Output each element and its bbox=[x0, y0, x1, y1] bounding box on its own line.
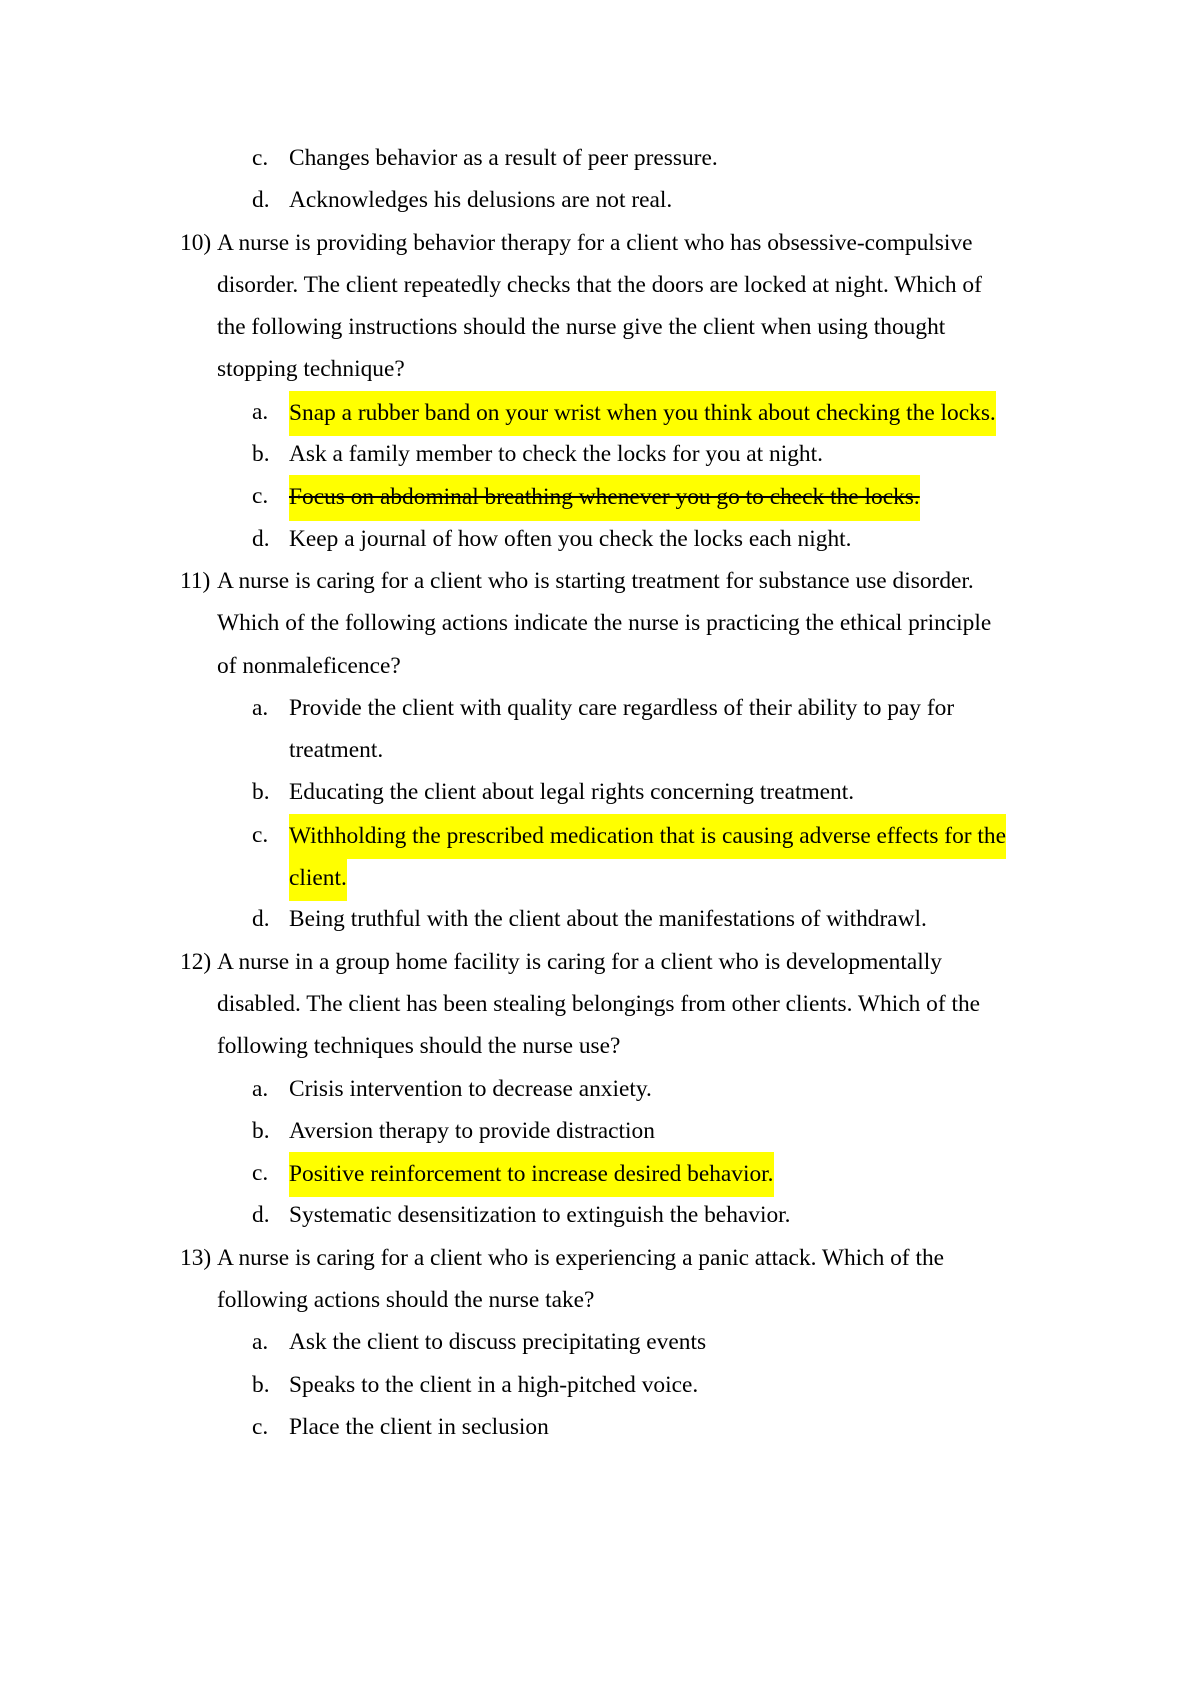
struck-highlighted-option: Focus on abdominal breathing whenever you go to check the locks. bbox=[289, 475, 920, 520]
question-number: 10) bbox=[180, 229, 212, 256]
highlighted-answer: client. bbox=[289, 856, 347, 901]
option-row bbox=[0, 1406, 1191, 1448]
option-text: Systematic desensitization to extinguish the behavior. bbox=[289, 1202, 791, 1229]
option-row bbox=[0, 771, 1191, 813]
question-stem-line bbox=[0, 602, 1191, 644]
option-letter: a. bbox=[252, 398, 269, 425]
option-row bbox=[0, 179, 1191, 221]
question-stem-line bbox=[0, 941, 1191, 983]
option-row bbox=[0, 1068, 1191, 1110]
option-row bbox=[0, 687, 1191, 729]
option-letter: b. bbox=[252, 1371, 270, 1398]
option-text: Place the client in seclusion bbox=[289, 1413, 549, 1440]
question-text: Which of the following actions indicate the nurse is practicing the ethical principle bbox=[217, 610, 992, 637]
question-number: 13) bbox=[180, 1244, 212, 1271]
question-text: disorder. The client repeatedly checks that the doors are locked at night. Which of bbox=[217, 271, 982, 298]
option-letter: c. bbox=[252, 145, 269, 171]
option-letter: b. bbox=[252, 779, 270, 806]
option-letter: c. bbox=[252, 1413, 269, 1440]
option-row bbox=[0, 1110, 1191, 1152]
question-text: A nurse is providing behavior therapy for a client who has obsessive-compulsive bbox=[217, 229, 973, 256]
option-text: Aversion therapy to provide distraction bbox=[289, 1117, 655, 1144]
option-text: treatment. bbox=[289, 737, 384, 764]
question-text: A nurse is caring for a client who is experiencing a panic attack. Which of the bbox=[217, 1244, 945, 1271]
question-stem-line bbox=[0, 560, 1191, 602]
option-row bbox=[0, 391, 1191, 433]
question-stem-line bbox=[0, 306, 1191, 348]
option-continuation-row bbox=[0, 729, 1191, 771]
option-text: Changes behavior as a result of peer pressure. bbox=[289, 145, 718, 171]
question-text: A nurse in a group home facility is caring for a client who is developmentally bbox=[217, 948, 942, 975]
option-letter: d. bbox=[252, 187, 270, 214]
option-row bbox=[0, 814, 1191, 856]
option-continuation-row bbox=[0, 856, 1191, 898]
highlighted-answer: Withholding the prescribed medication that is causing adverse effects for the bbox=[289, 814, 1006, 859]
option-letter: c. bbox=[252, 483, 269, 510]
option-text: Speaks to the client in a high-pitched voice. bbox=[289, 1371, 699, 1398]
option-row bbox=[0, 898, 1191, 940]
option-row bbox=[0, 137, 1191, 179]
option-row bbox=[0, 433, 1191, 475]
question-stem-line bbox=[0, 983, 1191, 1025]
question-stem-line bbox=[0, 1025, 1191, 1067]
question-text: of nonmaleficence? bbox=[217, 652, 401, 679]
option-text: Educating the client about legal rights concerning treatment. bbox=[289, 779, 855, 806]
question-text: A nurse is caring for a client who is starting treatment for substance use disorder. bbox=[217, 567, 974, 594]
option-text: Acknowledges his delusions are not real. bbox=[289, 187, 673, 214]
option-letter: d. bbox=[252, 1202, 270, 1229]
question-stem-line bbox=[0, 222, 1191, 264]
option-text: Ask a family member to check the locks for you at night. bbox=[289, 441, 823, 468]
option-letter: d. bbox=[252, 906, 270, 933]
option-row bbox=[0, 1364, 1191, 1406]
option-text: Provide the client with quality care regardless of their ability to pay for bbox=[289, 694, 955, 721]
question-stem-line bbox=[0, 264, 1191, 306]
option-letter: a. bbox=[252, 1329, 269, 1356]
question-text: following techniques should the nurse use? bbox=[217, 1033, 621, 1060]
question-number: 12) bbox=[180, 948, 212, 975]
question-number: 11) bbox=[180, 567, 211, 594]
question-stem-line bbox=[0, 1279, 1191, 1321]
option-row bbox=[0, 475, 1191, 517]
option-row bbox=[0, 1152, 1191, 1194]
highlighted-answer: Positive reinforcement to increase desired behavior. bbox=[289, 1152, 774, 1197]
option-letter: c. bbox=[252, 1160, 269, 1187]
question-stem-line bbox=[0, 645, 1191, 687]
option-letter: b. bbox=[252, 441, 270, 468]
option-letter: a. bbox=[252, 694, 269, 721]
option-row bbox=[0, 1321, 1191, 1363]
option-text: Ask the client to discuss precipitating events bbox=[289, 1329, 707, 1356]
option-row bbox=[0, 1194, 1191, 1236]
question-stem-line bbox=[0, 348, 1191, 390]
option-letter: d. bbox=[252, 525, 270, 552]
question-text: stopping technique? bbox=[217, 356, 405, 383]
question-stem-line bbox=[0, 1237, 1191, 1279]
question-text: following actions should the nurse take? bbox=[217, 1287, 595, 1314]
option-text: Crisis intervention to decrease anxiety. bbox=[289, 1075, 652, 1102]
option-text: Keep a journal of how often you check the locks each night. bbox=[289, 525, 852, 552]
option-row bbox=[0, 518, 1191, 560]
question-text: the following instructions should the nurse give the client when using thought bbox=[217, 314, 946, 341]
option-text: Being truthful with the client about the manifestations of withdrawl. bbox=[289, 906, 927, 933]
highlighted-answer: Snap a rubber band on your wrist when you think about checking the locks. bbox=[289, 391, 996, 436]
question-list bbox=[0, 137, 1191, 1448]
question-text: disabled. The client has been stealing belongings from other clients. Which of the bbox=[217, 990, 981, 1017]
option-letter: b. bbox=[252, 1117, 270, 1144]
option-letter: c. bbox=[252, 821, 269, 848]
option-letter: a. bbox=[252, 1075, 269, 1102]
